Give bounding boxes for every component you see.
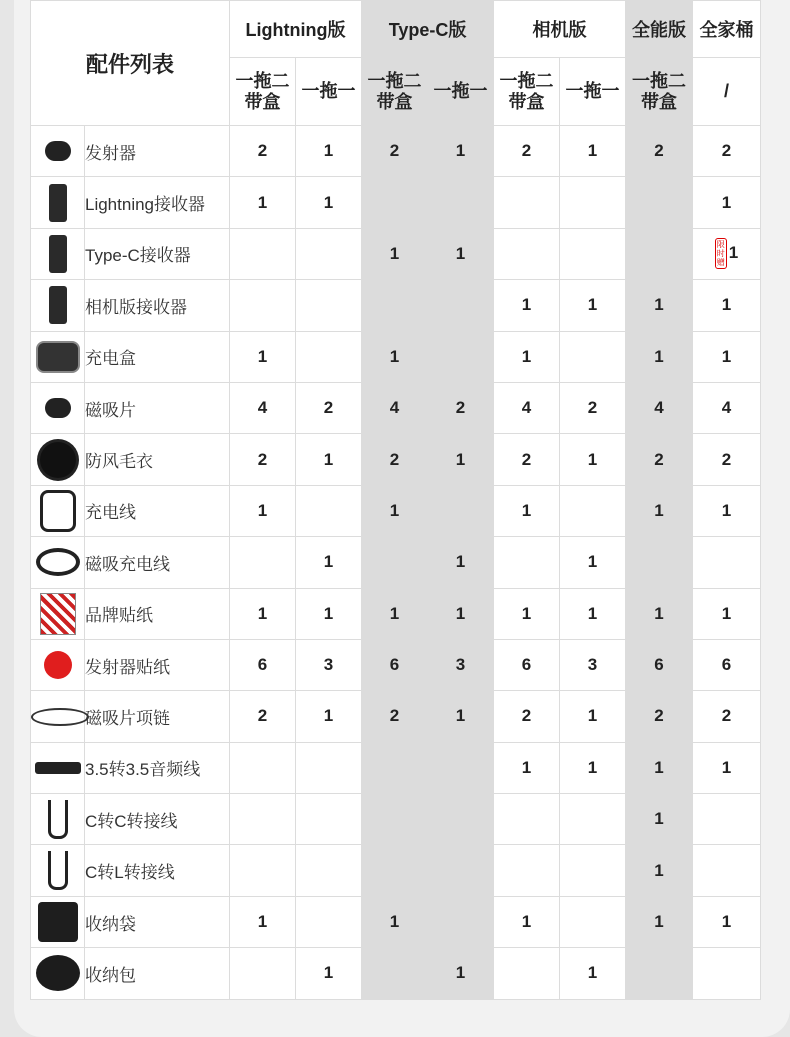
qty-cell-sub-camera-single: 1 [560,742,626,793]
qty-cell-sub-allround-dual: 2 [626,126,693,177]
qty-cell-sub-camera-single: 3 [560,639,626,690]
qty-cell-sub-allround-dual [626,537,693,588]
magnet-disc-icon [45,398,71,418]
qty-cell-sub-lightning-single: 3 [296,639,362,690]
table-row [31,280,761,331]
qty-cell-sub-camera-single: 1 [560,280,626,331]
typec-receiver-icon [49,235,67,273]
item-icon-cell [31,485,85,536]
item-icon-cell [31,280,85,331]
qty-cell-sub-typec-dual [362,948,428,999]
qty-cell-sub-lightning-single: 1 [296,126,362,177]
item-name: Type-C接收器 [85,228,230,279]
c-to-l-cable-icon [48,851,68,890]
qty-cell-sub-typec-single: 1 [428,691,494,742]
sub-header-line: 带盒 [244,91,281,112]
qty-cell-sub-typec-dual: 2 [362,434,428,485]
accessory-table-wrap [30,0,760,1000]
item-icon-cell [31,537,85,588]
qty-cell-sub-typec-single [428,485,494,536]
item-name: 磁吸充电线 [85,537,230,588]
qty-cell-sub-typec-dual: 1 [362,331,428,382]
qty-cell-sub-typec-single [428,794,494,845]
item-icon-cell [31,845,85,896]
item-name: 发射器 [85,126,230,177]
sub-family-header [693,58,761,126]
item-name: 磁吸片项链 [85,691,230,742]
qty-cell-sub-camera-dual: 1 [494,280,560,331]
item-name: 收纳包 [85,948,230,999]
c-to-c-cable-icon [48,800,68,839]
qty-cell-sub-typec-single: 1 [428,948,494,999]
qty-cell-sub-camera-single: 1 [560,948,626,999]
qty-cell-sub-allround-dual: 1 [626,845,693,896]
qty-cell-sub-lightning-dual: 1 [230,896,296,947]
table-row [31,177,761,228]
table-row [31,382,761,433]
item-name: 品牌贴纸 [85,588,230,639]
sub-lightning-dual-header [230,58,296,126]
qty-cell-sub-family: 2 [693,434,761,485]
qty-cell-sub-camera-dual [494,537,560,588]
item-name: 3.5转3.5音频线 [85,742,230,793]
qty-cell-sub-lightning-dual: 2 [230,691,296,742]
sub-header-line: 一拖一 [565,81,620,101]
charging-case-icon [36,341,80,373]
qty-cell-sub-camera-single [560,794,626,845]
qty-cell-sub-camera-dual: 4 [494,382,560,433]
table-row [31,742,761,793]
qty-cell-sub-allround-dual [626,948,693,999]
qty-cell-sub-lightning-dual: 1 [230,485,296,536]
qty-cell-sub-typec-single [428,331,494,382]
qty-cell-sub-family [693,537,761,588]
qty-cell-sub-lightning-single: 1 [296,948,362,999]
qty-cell-sub-lightning-single: 1 [296,537,362,588]
qty-cell-sub-allround-dual: 4 [626,382,693,433]
sub-header-line: 带盒 [508,91,545,112]
item-name: Lightning接收器 [85,177,230,228]
qty-cell-sub-camera-single: 1 [560,126,626,177]
item-icon-cell [31,228,85,279]
item-icon-cell [31,794,85,845]
qty-cell-sub-allround-dual: 1 [626,331,693,382]
item-name: 防风毛衣 [85,434,230,485]
qty-cell-sub-typec-dual: 1 [362,485,428,536]
qty-cell-sub-camera-single [560,228,626,279]
qty-cell-sub-lightning-single [296,280,362,331]
qty-cell-sub-camera-single: 1 [560,434,626,485]
qty-cell-sub-typec-single: 1 [428,126,494,177]
qty-cell-sub-allround-dual: 1 [626,896,693,947]
item-icon-cell [31,177,85,228]
qty-cell-sub-lightning-dual [230,537,296,588]
qty-cell-sub-lightning-single: 1 [296,588,362,639]
qty-cell-sub-family: 1 [693,331,761,382]
qty-cell-sub-typec-dual: 2 [362,691,428,742]
qty-cell-sub-lightning-single: 1 [296,434,362,485]
qty-cell-sub-family: 1 [693,280,761,331]
qty-cell-sub-lightning-single: 1 [296,177,362,228]
qty-cell-sub-typec-single [428,280,494,331]
qty-cell-sub-camera-dual: 1 [494,742,560,793]
table-row [31,485,761,536]
qty-cell-sub-lightning-dual [230,948,296,999]
group-header-typec: Type-C版 [362,1,494,58]
qty-value: 1 [728,243,739,263]
item-name: C转C转接线 [85,794,230,845]
qty-cell-sub-lightning-dual [230,228,296,279]
qty-cell-sub-lightning-dual [230,794,296,845]
accessory-table [30,0,761,1000]
qty-cell-sub-camera-single: 2 [560,382,626,433]
qty-cell-sub-allround-dual: 1 [626,794,693,845]
qty-cell-sub-typec-dual: 4 [362,382,428,433]
lightning-receiver-icon [49,184,67,222]
sub-header-line: 带盒 [641,91,678,112]
item-name: 充电线 [85,485,230,536]
sub-header-line: 一拖二 [235,70,290,91]
qty-cell-sub-family [693,794,761,845]
qty-cell-sub-typec-dual: 1 [362,896,428,947]
qty-cell-sub-typec-dual [362,280,428,331]
qty-cell-sub-family: 4 [693,382,761,433]
magnetic-charging-cable-icon [36,548,80,576]
table-row [31,845,761,896]
qty-cell-sub-family: 1 [693,742,761,793]
qty-cell-sub-lightning-single [296,742,362,793]
sub-header-line: 一拖一 [433,81,488,101]
group-header-camera: 相机版 [494,1,626,58]
sub-header-line: / [724,81,730,101]
sub-camera-dual-header [494,58,560,126]
qty-cell-sub-camera-dual [494,228,560,279]
qty-cell-sub-typec-dual: 1 [362,228,428,279]
table-row [31,126,761,177]
qty-cell-sub-family: 2 [693,691,761,742]
qty-cell-sub-lightning-dual: 1 [230,588,296,639]
qty-cell-sub-camera-dual: 1 [494,331,560,382]
item-icon-cell [31,434,85,485]
qty-cell-sub-allround-dual [626,228,693,279]
item-icon-cell [31,331,85,382]
qty-cell-sub-camera-single [560,896,626,947]
qty-cell-sub-allround-dual: 1 [626,742,693,793]
table-row [31,228,761,279]
sub-header-line: 一拖一 [301,81,356,101]
qty-cell-sub-lightning-single [296,228,362,279]
sub-header-line: 带盒 [376,91,413,112]
qty-cell-sub-lightning-dual: 6 [230,639,296,690]
qty-cell-sub-family: 2 [693,126,761,177]
audio-cable-icon [35,762,81,774]
item-icon-cell [31,639,85,690]
qty-cell-sub-camera-dual: 1 [494,588,560,639]
sub-typec-dual-header [362,58,428,126]
qty-cell-sub-family: 1 [693,177,761,228]
qty-cell-sub-camera-single [560,845,626,896]
table-row [31,691,761,742]
qty-cell-sub-lightning-dual [230,742,296,793]
table-row [31,794,761,845]
qty-cell-sub-lightning-dual [230,280,296,331]
table-row [31,537,761,588]
qty-cell-sub-typec-dual [362,742,428,793]
qty-cell-sub-allround-dual: 2 [626,434,693,485]
qty-cell-sub-camera-single [560,485,626,536]
charging-cable-icon [40,490,76,532]
qty-cell-sub-lightning-single: 2 [296,382,362,433]
qty-cell-sub-typec-dual: 6 [362,639,428,690]
qty-cell-sub-lightning-dual: 1 [230,177,296,228]
qty-cell-sub-family: 1 [693,896,761,947]
item-name: 发射器贴纸 [85,639,230,690]
qty-cell-sub-typec-dual [362,845,428,896]
qty-cell-sub-family [693,228,761,279]
qty-cell-sub-camera-dual: 2 [494,126,560,177]
sub-header-line: 一拖二 [499,70,554,91]
qty-cell-sub-typec-dual [362,177,428,228]
qty-cell-sub-camera-dual: 1 [494,485,560,536]
qty-cell-sub-camera-dual [494,948,560,999]
item-name: 收纳袋 [85,896,230,947]
qty-cell-sub-camera-dual [494,794,560,845]
gift-badge: 限时赠 [716,240,725,268]
qty-cell-sub-lightning-single [296,794,362,845]
item-icon-cell [31,382,85,433]
sub-allround-dual-header [626,58,693,126]
qty-cell-sub-lightning-single [296,845,362,896]
qty-cell-sub-camera-single: 1 [560,537,626,588]
item-icon-cell [31,126,85,177]
qty-cell-sub-camera-single: 1 [560,588,626,639]
qty-cell-sub-allround-dual: 1 [626,280,693,331]
table-row [31,434,761,485]
qty-cell-sub-camera-dual: 2 [494,434,560,485]
table-title: 配件列表 [31,1,230,126]
sub-lightning-single-header [296,58,362,126]
item-name: 相机版接收器 [85,280,230,331]
qty-cell-sub-typec-single: 1 [428,228,494,279]
windscreen-icon [40,442,76,478]
qty-cell-sub-family: 1 [693,588,761,639]
qty-cell-sub-typec-single: 1 [428,588,494,639]
item-icon-cell [31,588,85,639]
qty-cell-sub-lightning-dual: 2 [230,126,296,177]
qty-cell-sub-allround-dual [626,177,693,228]
transmitter-sticker-icon [44,651,72,679]
qty-cell-sub-typec-dual [362,794,428,845]
qty-cell-sub-lightning-single [296,485,362,536]
qty-cell-sub-camera-single: 1 [560,691,626,742]
qty-cell-sub-typec-dual: 2 [362,126,428,177]
item-icon-cell [31,896,85,947]
group-header-lightning: Lightning版 [230,1,362,58]
qty-cell-sub-typec-single [428,896,494,947]
brand-sticker-icon [40,593,76,635]
storage-bag-icon [38,902,78,942]
item-name: C转L转接线 [85,845,230,896]
item-name: 磁吸片 [85,382,230,433]
qty-cell-sub-camera-dual: 6 [494,639,560,690]
qty-cell-sub-typec-single: 1 [428,434,494,485]
sub-camera-single-header [560,58,626,126]
qty-cell-sub-typec-single: 1 [428,537,494,588]
qty-cell-sub-allround-dual: 1 [626,588,693,639]
item-icon-cell [31,691,85,742]
qty-cell-sub-lightning-single [296,331,362,382]
table-row [31,896,761,947]
qty-cell-sub-family [693,845,761,896]
qty-cell-sub-lightning-dual: 4 [230,382,296,433]
qty-cell-sub-camera-single [560,331,626,382]
qty-cell-sub-camera-dual: 2 [494,691,560,742]
transmitter-icon [45,141,71,161]
qty-cell-sub-lightning-dual [230,845,296,896]
magnet-necklace-icon [31,708,89,726]
qty-cell-sub-typec-single: 3 [428,639,494,690]
table-row [31,331,761,382]
qty-cell-sub-lightning-dual: 2 [230,434,296,485]
sub-typec-single-header [428,58,494,126]
storage-case-icon [36,955,80,991]
camera-receiver-icon [49,286,67,324]
group-header-family: 全家桶 [693,1,761,58]
qty-cell-sub-typec-dual [362,537,428,588]
qty-cell-sub-typec-dual: 1 [362,588,428,639]
table-row [31,588,761,639]
group-header-allround: 全能版 [626,1,693,58]
qty-cell-sub-family [693,948,761,999]
qty-cell-sub-camera-dual [494,845,560,896]
qty-cell-sub-camera-dual: 1 [494,896,560,947]
item-icon-cell [31,948,85,999]
qty-cell-sub-lightning-single [296,896,362,947]
qty-cell-sub-typec-single [428,177,494,228]
qty-cell-sub-allround-dual: 1 [626,485,693,536]
qty-cell-sub-family: 6 [693,639,761,690]
sub-header-line: 一拖二 [367,70,422,91]
table-row [31,639,761,690]
item-icon-cell [31,742,85,793]
sub-header-line: 一拖二 [632,70,687,91]
qty-cell-sub-lightning-single: 1 [296,691,362,742]
qty-cell-sub-family: 1 [693,485,761,536]
qty-cell-sub-allround-dual: 2 [626,691,693,742]
qty-cell-sub-camera-dual [494,177,560,228]
qty-cell-sub-camera-single [560,177,626,228]
item-name: 充电盒 [85,331,230,382]
qty-cell-sub-typec-single [428,845,494,896]
table-row [31,948,761,999]
qty-cell-sub-typec-single [428,742,494,793]
qty-cell-sub-allround-dual: 6 [626,639,693,690]
qty-cell-sub-lightning-dual: 1 [230,331,296,382]
qty-cell-sub-typec-single: 2 [428,382,494,433]
